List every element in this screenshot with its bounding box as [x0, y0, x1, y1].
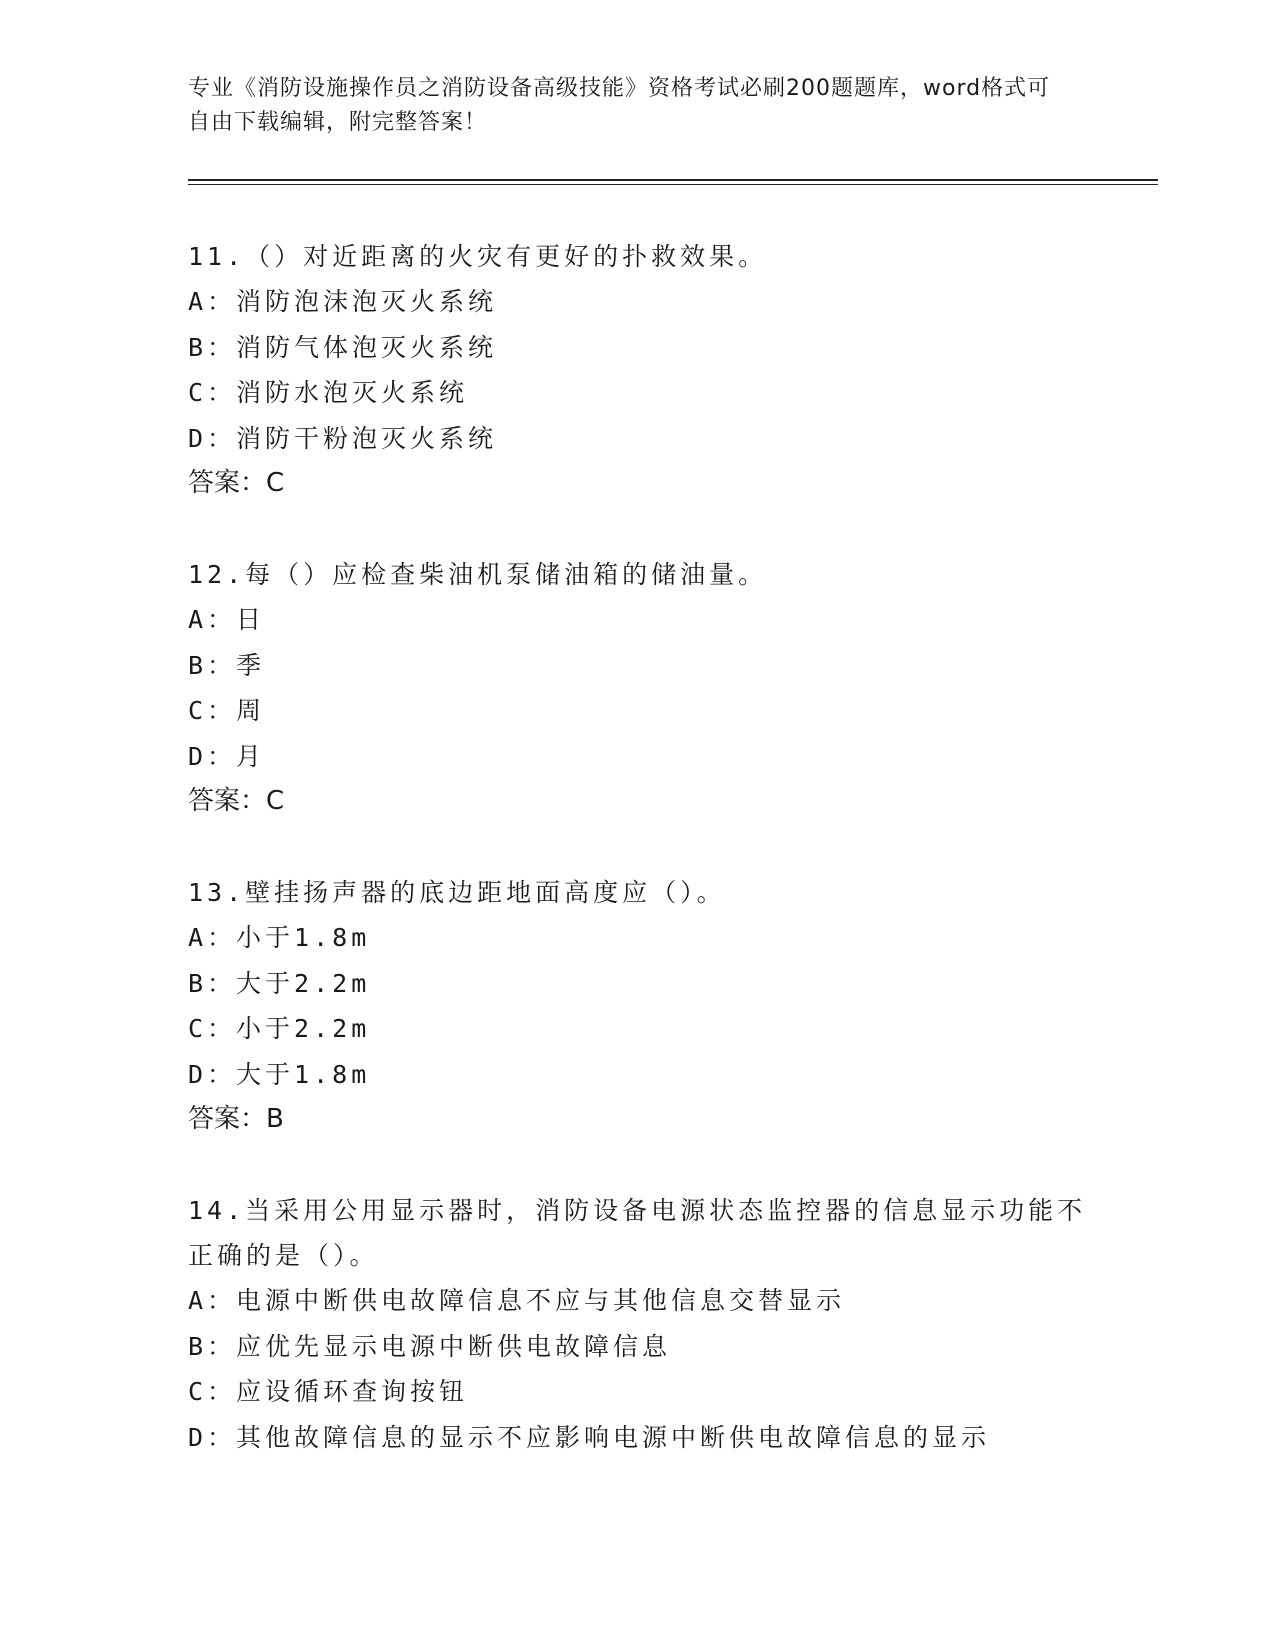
question-11: [188, 234, 1088, 506]
option-c: C：周: [188, 696, 266, 725]
question-13: [188, 870, 1088, 1142]
option-a: A：消防泡沫泡灭火系统: [188, 287, 498, 316]
option-b: B：应优先显示电源中断供电故障信息: [188, 1331, 672, 1361]
option-a: A：小于1.8m: [188, 923, 371, 952]
question-stem: 12.每（）应检查柴油机泵储油箱的储油量。: [188, 560, 768, 589]
question-stem: 11.（）对近距离的火灾有更好的扑救效果。: [188, 242, 768, 271]
option-c: C：消防水泡灭火系统: [188, 378, 469, 407]
option-b: B：消防气体泡灭火系统: [188, 332, 498, 362]
option-d: D：大于1.8m: [188, 1059, 371, 1089]
option-b: B：大于2.2m: [188, 968, 371, 998]
answer: 答案：C: [188, 468, 285, 498]
question-stem: 13.壁挂扬声器的底边距地面高度应（）。: [188, 878, 726, 907]
option-a: A：日: [188, 605, 266, 634]
option-d: D：其他故障信息的显示不应影响电源中断供电故障信息的显示: [188, 1422, 991, 1452]
option-d: D：消防干粉泡灭火系统: [188, 423, 498, 453]
document-header: 专业《消防设施操作员之消防设备高级技能》资格考试必刷200题题库，word格式可自由下载编辑，附完整答案！: [188, 76, 1051, 135]
option-b: B：季: [188, 650, 266, 680]
header-divider-bottom: [188, 184, 1158, 185]
question-14: [188, 1188, 1088, 1460]
question-12: [188, 552, 1088, 824]
option-c: C：小于2.2m: [188, 1014, 371, 1043]
header-divider-top: [188, 179, 1158, 181]
answer: 答案：B: [188, 1104, 284, 1134]
option-d: D：月: [188, 741, 266, 771]
answer: 答案：C: [188, 786, 285, 816]
option-a: A：电源中断供电故障信息不应与其他信息交替显示: [188, 1286, 846, 1315]
question-stem: 14.当采用公用显示器时，消防设备电源状态监控器的信息显示功能不正确的是（）。: [188, 1196, 1087, 1270]
option-c: C：应设循环查询按钮: [188, 1377, 469, 1406]
